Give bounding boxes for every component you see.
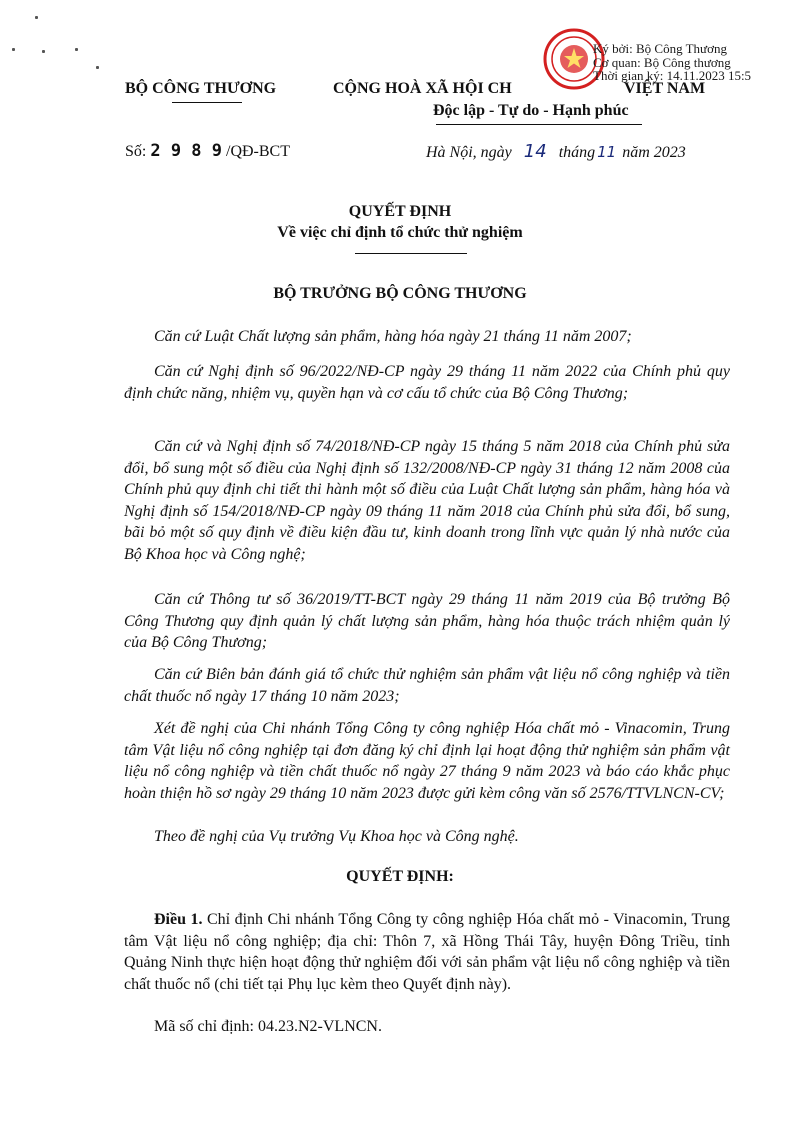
article-1 xyxy=(124,909,730,995)
subject-underline xyxy=(355,253,467,254)
preamble-paragraph: Căn cứ Nghị định số 96/2022/NĐ-CP ngày 29 tháng 11 năm 2022 của Chính phủ quy định chức năng, nhiệm vụ, quyền hạn và cơ cấu tổ chức của Bộ Công Thương; xyxy=(124,363,730,402)
preamble-paragraph: Xét đề nghị của Chi nhánh Tổng Công ty công nghiệp Hóa chất mỏ - Vinacomin, Trung tâm Vật liệu nổ công nghiệp tại đơn đăng ký chỉ định lại hoạt động thử nghiệm sản phẩm vật liệu nổ công nghiệp và tiền chất thuốc nổ ngày 27 tháng 9 năm 2023 và báo cáo khắc phục hoàn thiện hồ sơ ngày 29 tháng 10 năm 2023 được gửi kèm công văn số 2576/TTVLNCN-CV; xyxy=(124,720,730,802)
motto-underline xyxy=(436,124,642,125)
date-month-label: tháng xyxy=(558,144,596,161)
scan-speck xyxy=(75,48,78,51)
scan-speck xyxy=(96,66,99,69)
signature-signer: Ký bởi: Bộ Công Thương xyxy=(593,41,727,56)
number-suffix: /QĐ-BCT xyxy=(226,143,290,160)
ministry-name: BỘ CÔNG THƯƠNG xyxy=(125,80,277,97)
article-1-label: Điều 1. xyxy=(154,911,203,928)
scan-speck xyxy=(42,50,45,53)
number-prefix: Số: xyxy=(125,143,147,160)
issue-date xyxy=(426,141,686,162)
signature-agency: Cơ quan: Bộ Công thương xyxy=(593,54,731,70)
preamble-paragraph: Căn cứ Biên bản đánh giá tổ chức thử nghiệm sản phẩm vật liệu nổ công nghiệp và tiền chất thuốc nổ ngày 17 tháng 10 năm 2023; xyxy=(124,666,730,705)
date-year: năm 2023 xyxy=(622,144,686,161)
date-month: 11 xyxy=(597,143,617,161)
preamble-paragraph: Căn cứ Thông tư số 36/2019/TT-BCT ngày 29 tháng 11 năm 2019 của Bộ trưởng Bộ Công Thương quy định quản lý chất lượng sản phẩm, hàng hóa thuộc trách nhiệm quản lý của Bộ Công Thương; xyxy=(124,591,730,651)
preamble-paragraph: Theo đề nghị của Vụ trưởng Vụ Khoa học và Công nghệ. xyxy=(154,828,519,845)
digital-signature xyxy=(593,42,751,83)
document-number xyxy=(125,141,290,161)
document-subject: Về việc chỉ định tổ chức thử nghiệm xyxy=(277,224,523,241)
article-1-text: Chỉ định Chi nhánh Tổng Công ty công nghiệp Hóa chất mỏ - Vinacomin, Trung tâm Vật liệu nổ công nghiệp; địa chỉ: Thôn 7, xã Hồng Thái Tây, huyện Đông Triều, tỉnh Quảng Ninh thực hiện hoạt động thử nghiệm đối với sản phẩm vật liệu nổ công nghiệp và tiền chất thuốc nổ (chi tiết tại Phụ lục kèm theo Quyết định này). xyxy=(124,911,731,993)
scan-speck xyxy=(35,16,38,19)
scan-speck xyxy=(12,48,15,51)
issuing-authority: BỘ TRƯỞNG BỘ CÔNG THƯƠNG xyxy=(273,285,527,302)
national-motto: Độc lập - Tự do - Hạnh phúc xyxy=(433,102,629,119)
preamble-paragraph: Căn cứ và Nghị định số 74/2018/NĐ-CP ngày 15 tháng 5 năm 2018 của Chính phủ sửa đổi, bổ sung một số điều của Nghị định số 132/2008/NĐ-CP ngày 31 tháng 12 năm 2008 của Chính phủ quy định chi tiết thi hành một số điều của Luật Chất lượng sản phẩm, hàng hóa và Nghị định số 154/2018/NĐ-CP ngày 09 tháng 11 năm 2018 của Chính phủ sửa đổi, bổ sung, bãi bỏ một số quy định về điều kiện đầu tư, kinh doanh trong lĩnh vực quản lý nhà nước của Bộ Khoa học và Công nghệ; xyxy=(124,438,730,563)
preamble-paragraph: Căn cứ Luật Chất lượng sản phẩm, hàng hóa ngày 21 tháng 11 năm 2007; xyxy=(154,328,632,345)
designation-code: Mã số chỉ định: 04.23.N2-VLNCN. xyxy=(154,1018,382,1035)
signature-time: Thời gian ký: 14.11.2023 15:5 xyxy=(593,68,752,83)
number-value: 2 9 8 9 xyxy=(150,141,222,161)
ministry-underline xyxy=(172,102,242,103)
date-day: 14 xyxy=(523,141,547,162)
republic-name-tail: VIỆT NAM xyxy=(624,80,706,97)
decision-heading: QUYẾT ĐỊNH: xyxy=(346,868,454,885)
document-heading: QUYẾT ĐỊNH xyxy=(348,203,452,220)
date-prefix: Hà Nội, ngày xyxy=(426,144,512,161)
republic-name: CỘNG HOÀ XÃ HỘI CH xyxy=(333,80,512,97)
